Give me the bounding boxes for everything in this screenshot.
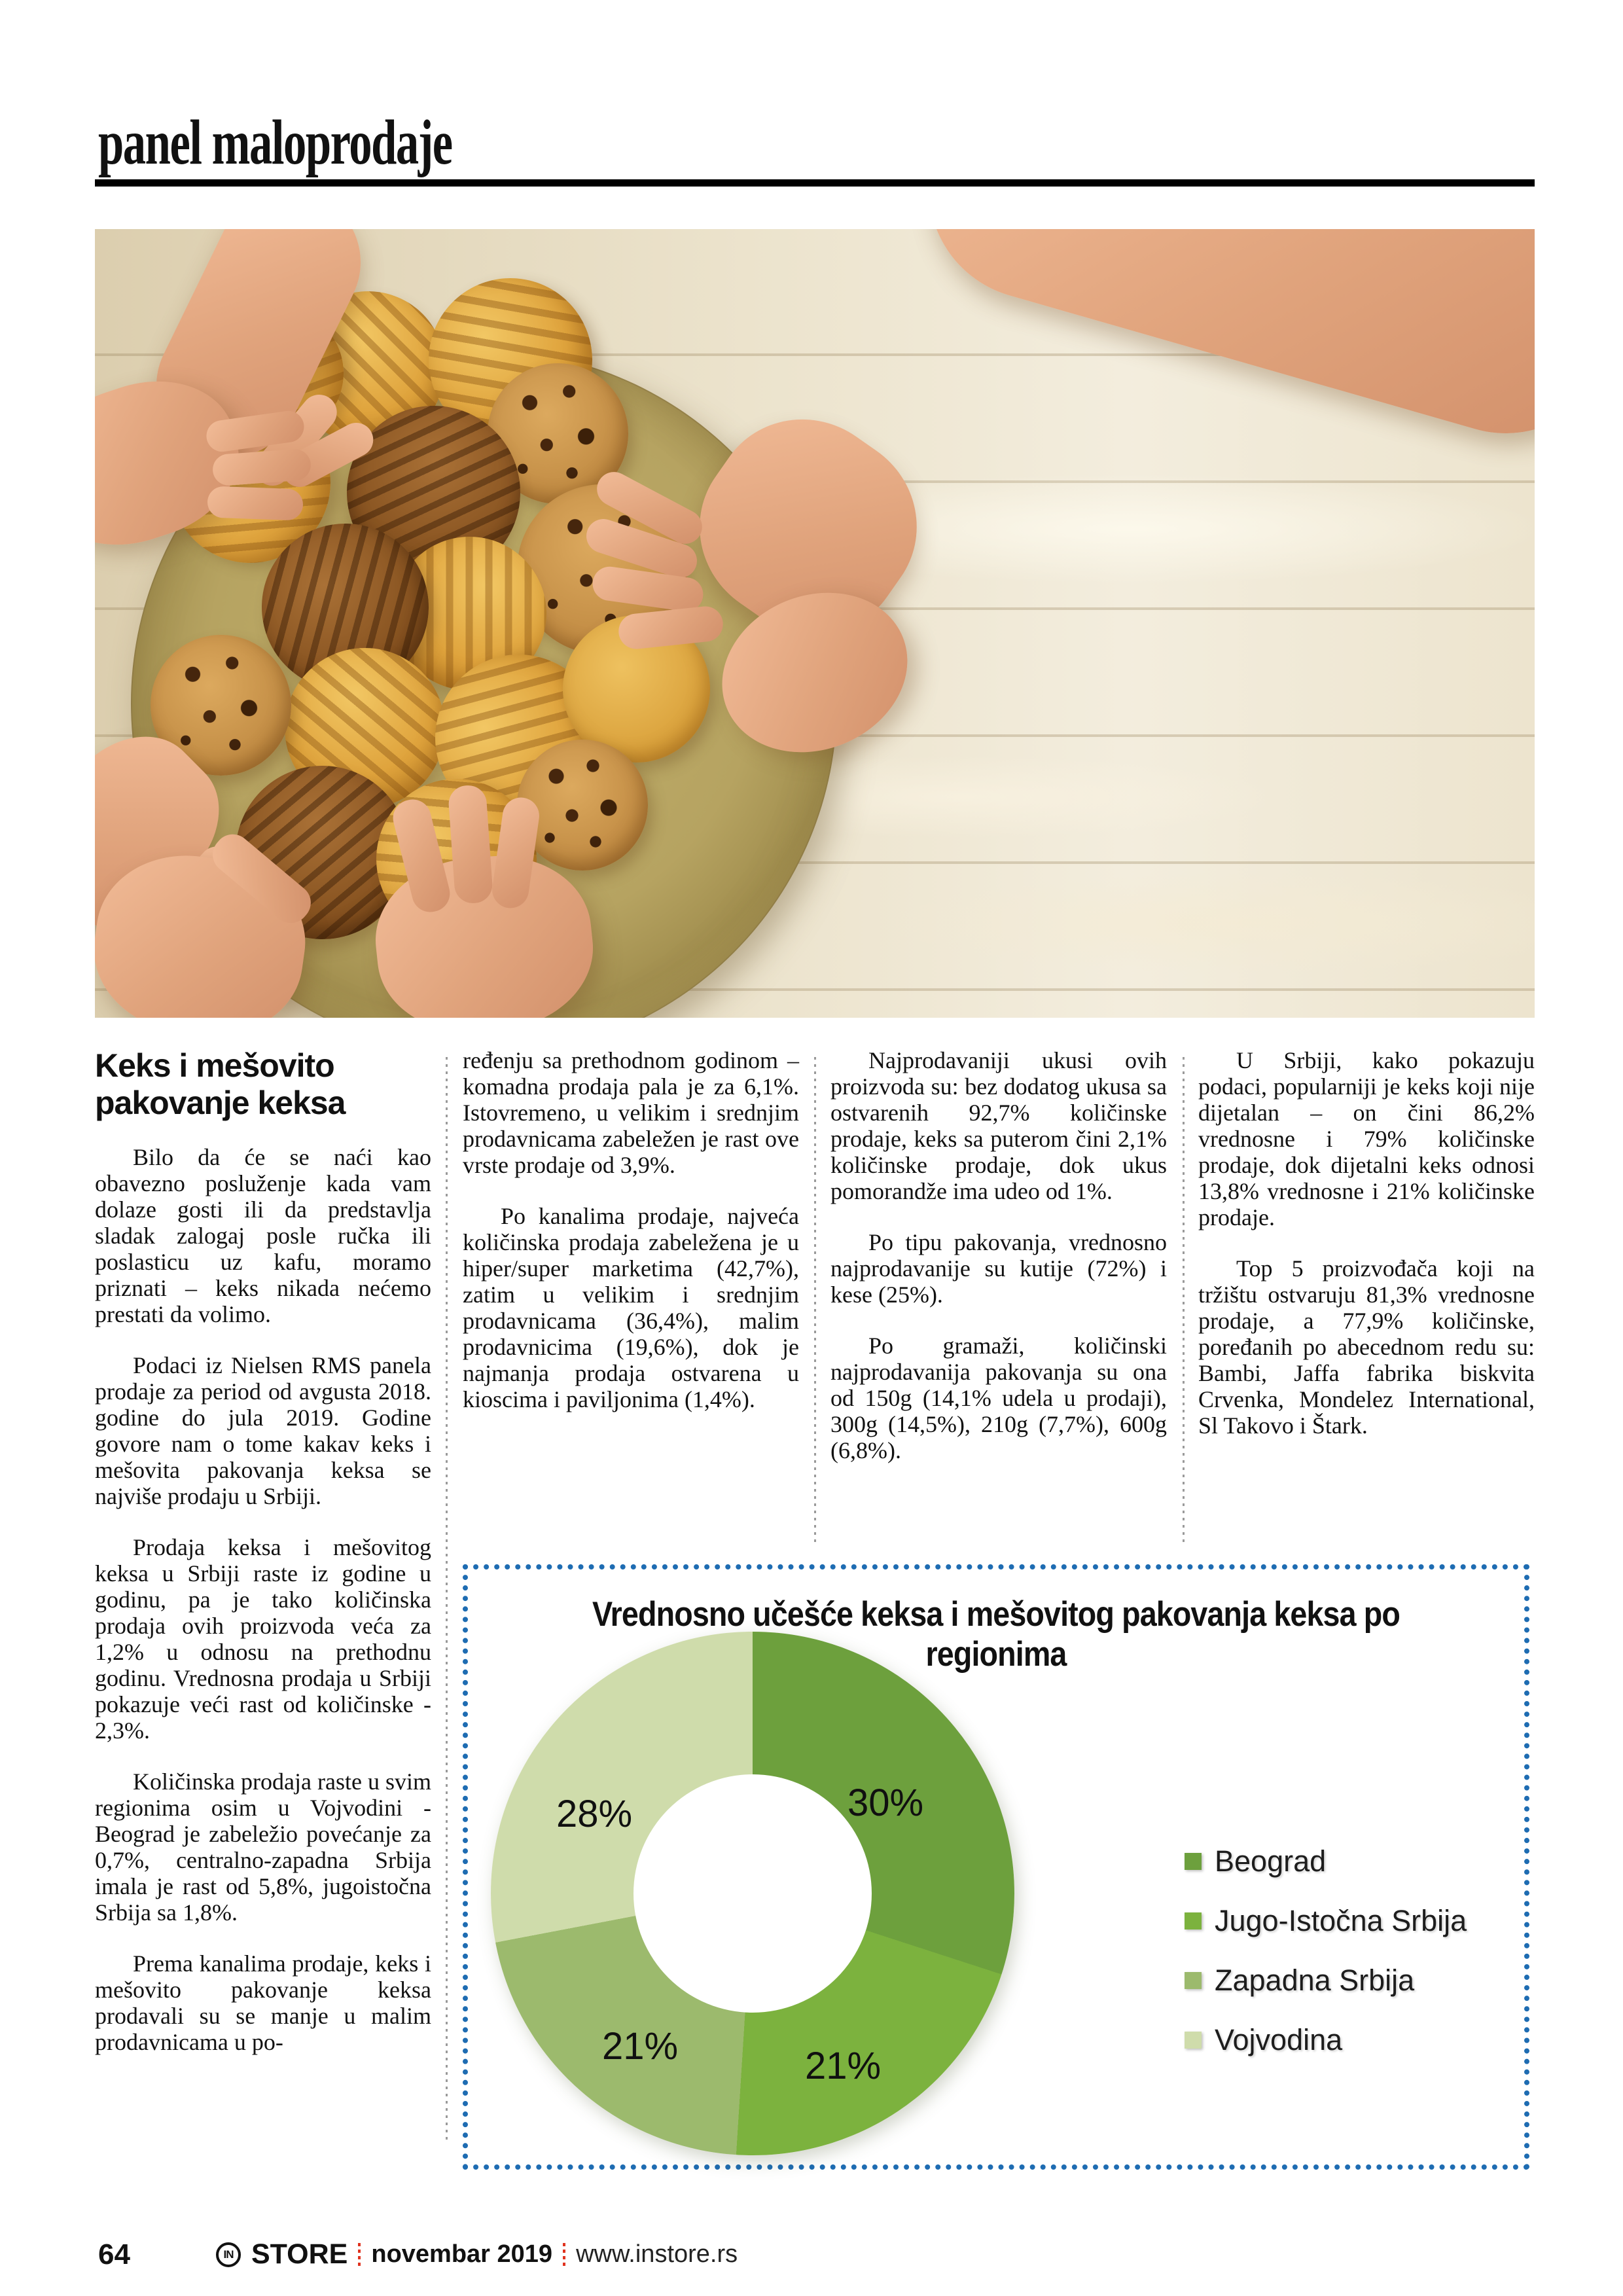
column-divider	[446, 1057, 448, 2144]
slice-label-vojvodina: 28%	[556, 1793, 633, 1835]
footer-brand-row	[216, 2238, 738, 2270]
cookie	[517, 740, 648, 870]
footer-divider-icon	[563, 2243, 565, 2267]
footer-divider-icon	[358, 2243, 361, 2267]
legend-label: Beograd	[1215, 1844, 1327, 1878]
chart-title	[468, 1594, 1524, 1674]
paragraph: Po gramaži, količinski najprodavanija pakovanja su ona od 150g (14,1% udela u prodaji), 300g (14,5%), 210g (7,7%), 600g (6,8%).	[830, 1333, 1167, 1463]
article-heading: Keks i mešovito pakovanje keksa	[95, 1047, 346, 1121]
slice-label-jugoistocna: 21%	[805, 2045, 882, 2087]
finger	[448, 784, 493, 905]
text-column-3	[830, 1047, 1167, 1488]
legend-label: Jugo-Istočna Srbija	[1215, 1903, 1467, 1937]
chart-legend	[1185, 1831, 1467, 2070]
paragraph: Podaci iz Nielsen RMS panela prodaje za period od avgusta 2018. godine do jula 2019. Godine govore nam o tome kakav keks i mešovita pakovanja keksa se najviše prodaju u Srbiji.	[95, 1352, 431, 1509]
chart-panel	[463, 1564, 1529, 2170]
footer-issue: novembar 2019	[371, 2240, 553, 2268]
paragraph: Količinska prodaja raste u svim regionima osim u Vojvodini - Beograd je zabeležio povećanje za 0,7%, centralno-zapadna Srbija imala je rast od 5,8%, jugoistočna Srbija sa 1,8%.	[95, 1768, 431, 1926]
legend-label: Vojvodina	[1215, 2022, 1343, 2056]
paragraph: ređenju sa prethodnom godinom – komadna prodaja pala je za 6,1%. Istovremeno, u velikim i srednjim prodavnicama zabeležen je rast ove vrste prodaje od 3,9%.	[463, 1047, 799, 1178]
chart-title-text: Vrednosno učešće keksa i mešovitog pakovanja keksa po regionima	[592, 1595, 1400, 1674]
paragraph: Prema kanalima prodaje, keks i mešovito pakovanje keksa prodavali su se manje u malim prodavnicama u po-	[95, 1950, 431, 2055]
legend-swatch	[1185, 1853, 1202, 1870]
page-title	[98, 107, 590, 178]
header-rule	[95, 179, 1535, 187]
legend-swatch	[1185, 1912, 1202, 1929]
paragraph: Najprodavaniji ukusi ovih proizvoda su: bez dodatog ukusa sa ostvarenih 92,7% količinske prodaje, keks sa puterom čini 2,1% količinske prodaje, dok ukus pomorandže ima udeo od 1%.	[830, 1047, 1167, 1204]
page-title-text: panel maloprodaje	[98, 107, 452, 178]
column-divider	[1183, 1057, 1185, 1547]
donut-hole	[633, 1774, 872, 2013]
paragraph: Bilo da će se naći kao obavezno posluženje kada vam dolaze gosti ili da predstavlja sladak zalogaj posle ručka ili poslasticu uz kafu, moramo priznati – keks nikada nećemo prestati da volimo.	[95, 1144, 431, 1327]
paragraph: Po kanalima prodaje, najveća količinska prodaja zabeležena je u hiper/super marketima (42,7%), zatim u velikim i srednjim prodavnicama (36,4%), malim prodavnicima (19,6%), dok je najmanja prodaja ostvarena u kioscima i paviljonima (1,4%).	[463, 1203, 799, 1412]
paragraph: Top 5 proizvođača koji na tržištu ostvaruju 81,3% vrednosne prodaje, a 77,9% količinske, poređanih po abecednom redu su: Bambi, Jaffa fabrika biskvita Crvenka, Mondelez International, Sl Takovo i Štark.	[1198, 1255, 1535, 1439]
legend-item	[1185, 2010, 1467, 2070]
legend-item	[1185, 1891, 1467, 1950]
legend-item	[1185, 1831, 1467, 1891]
legend-swatch	[1185, 2032, 1202, 2049]
text-column-1	[95, 1047, 431, 2080]
text-column-2	[463, 1047, 799, 1437]
page-number: 64	[98, 2238, 130, 2270]
text-column-4	[1198, 1047, 1535, 1463]
paragraph: Prodaja keksa i mešovitog keksa u Srbiji raste iz godine u godinu, pa je tako količinska prodaja ovih proizvoda veća za 1,2% u odnosu na prethodnu godinu. Vrednosna prodaja u Srbiji pokazuje veći rast od količinske - 2,3%.	[95, 1534, 431, 1744]
instore-logo-icon: IN	[216, 2242, 241, 2267]
legend-label: Zapadna Srbija	[1215, 1963, 1415, 1997]
footer-brand: STORE	[251, 2238, 348, 2270]
cookies-photo	[95, 229, 1535, 1018]
finger	[207, 486, 304, 520]
legend-item	[1185, 1950, 1467, 2010]
column-divider	[814, 1057, 816, 1547]
slice-label-beograd: 30%	[847, 1782, 924, 1824]
footer-website: www.instore.rs	[576, 2240, 738, 2268]
paragraph: U Srbiji, kako pokazuju podaci, popularniji je keks koji nije dijetalan – on čini 86,2% vrednosne i 79% količinske prodaje, dok dijetalni keks odnosi 13,8% vrednosne i 21% količinske prodaje.	[1198, 1047, 1535, 1230]
paragraph: Po tipu pakovanja, vrednosno najprodavanije su kutije (72%) i kese (25%).	[830, 1229, 1167, 1308]
donut-chart	[491, 1632, 1014, 2155]
legend-swatch	[1185, 1972, 1202, 1989]
slice-label-zapadna: 21%	[602, 2025, 679, 2068]
